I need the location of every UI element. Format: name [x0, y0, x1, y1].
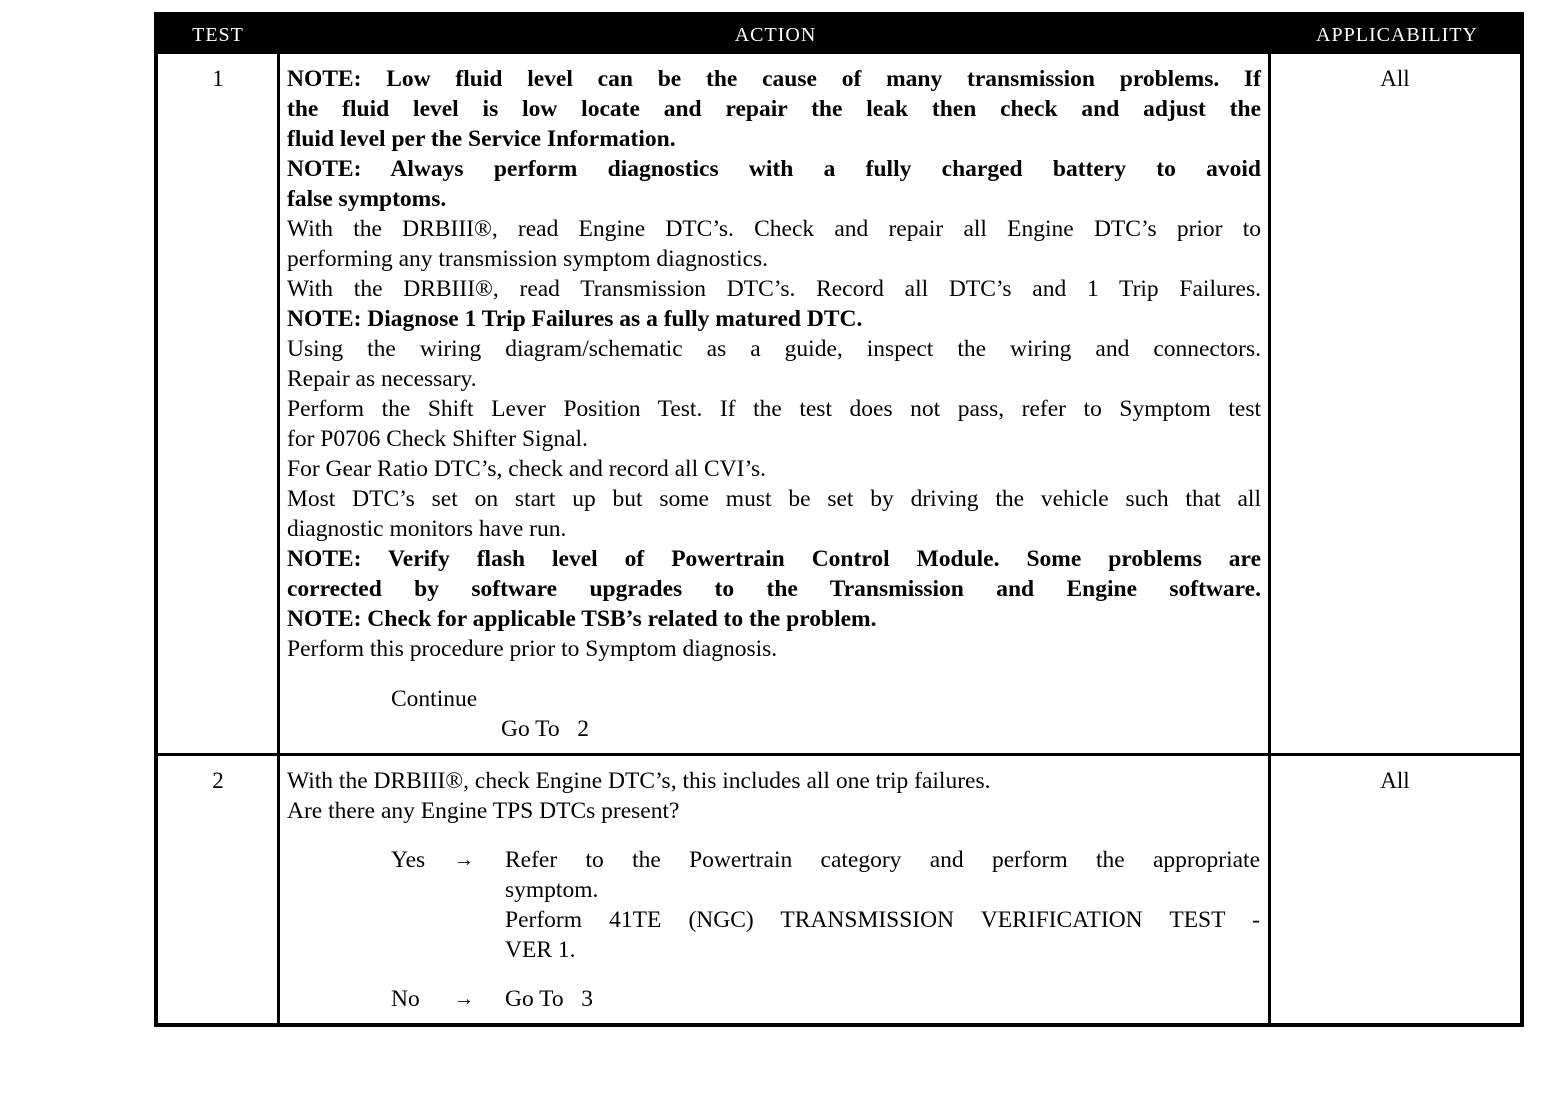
diagnostic-test-table — [154, 12, 1524, 1027]
instruction-line: diagnostic monitors have run. — [287, 516, 567, 542]
instruction-line: With the DRBIII®, read Engine DTC’s. Check and repair all Engine DTC’s prior to — [287, 216, 1261, 242]
instruction-line: Perform this procedure prior to Symptom diagnosis. — [287, 636, 778, 662]
test-number: 1 — [212, 66, 224, 91]
action-text — [287, 766, 1261, 826]
header-test: TEST — [192, 24, 244, 46]
applicability-value: All — [1380, 66, 1410, 91]
action-text — [287, 64, 1261, 664]
row-divider — [158, 753, 1520, 756]
note-line: NOTE: Low fluid level can be the cause of many transmission problems. If — [287, 66, 1261, 92]
instruction-line: Most DTC’s set on start up but some must be set by driving the vehicle such that all — [287, 486, 1261, 512]
test-number: 2 — [212, 768, 224, 793]
instruction-line: With the DRBIII®, read Transmission DTC’s. Record all DTC’s and 1 Trip Failures. — [287, 276, 1261, 302]
instruction-line: Using the wiring diagram/schematic as a guide, inspect the wiring and connectors. — [287, 336, 1261, 362]
note-line: NOTE: Verify flash level of Powertrain Control Module. Some problems are — [287, 546, 1261, 572]
note-line: false symptoms. — [287, 186, 447, 212]
instruction-line: Perform 41TE (NGC) TRANSMISSION VERIFICATION TEST - — [505, 907, 1260, 933]
column-divider — [277, 54, 280, 1023]
instruction-line: performing any transmission symptom diagnostics. — [287, 246, 769, 272]
instruction-line: Refer to the Powertrain category and perform the appropriate — [505, 847, 1260, 873]
header-applicability: APPLICABILITY — [1316, 24, 1478, 46]
instruction-line: VER 1. — [505, 937, 576, 963]
instruction-line: for P0706 Check Shifter Signal. — [287, 426, 588, 452]
goto-step-link[interactable]: Go To 3 — [505, 986, 594, 1012]
header-action: ACTION — [734, 24, 817, 46]
goto-step-link[interactable]: Go To 2 — [501, 716, 590, 742]
note-line: the fluid level is low locate and repair the leak then check and adjust the — [287, 96, 1261, 122]
continue-label: Continue — [391, 686, 478, 712]
note-line: corrected by software upgrades to the Transmission and Engine software. — [287, 576, 1261, 602]
instruction-line: symptom. — [505, 877, 599, 903]
yes-action-text — [505, 845, 1260, 965]
instruction-line: With the DRBIII®, check Engine DTC’s, this includes all one trip failures. — [287, 768, 991, 794]
no-label: No — [391, 986, 420, 1012]
instruction-line: For Gear Ratio DTC’s, check and record all CVI’s. — [287, 456, 767, 482]
instruction-line: Are there any Engine TPS DTCs present? — [287, 798, 680, 824]
arrow-right-icon: → — [454, 988, 474, 1010]
column-divider — [1268, 54, 1271, 1023]
note-line: NOTE: Diagnose 1 Trip Failures as a fully matured DTC. — [287, 306, 863, 332]
instruction-line: Perform the Shift Lever Position Test. If the test does not pass, refer to Symptom test — [287, 396, 1261, 422]
yes-label: Yes — [391, 847, 426, 873]
note-line: NOTE: Always perform diagnostics with a fully charged battery to avoid — [287, 156, 1261, 182]
arrow-right-icon: → — [454, 849, 474, 871]
note-line: fluid level per the Service Information. — [287, 126, 676, 152]
instruction-line: Repair as necessary. — [287, 366, 477, 392]
table-header — [158, 16, 1520, 54]
applicability-value: All — [1380, 768, 1410, 793]
note-line: NOTE: Check for applicable TSB’s related to the problem. — [287, 606, 877, 632]
